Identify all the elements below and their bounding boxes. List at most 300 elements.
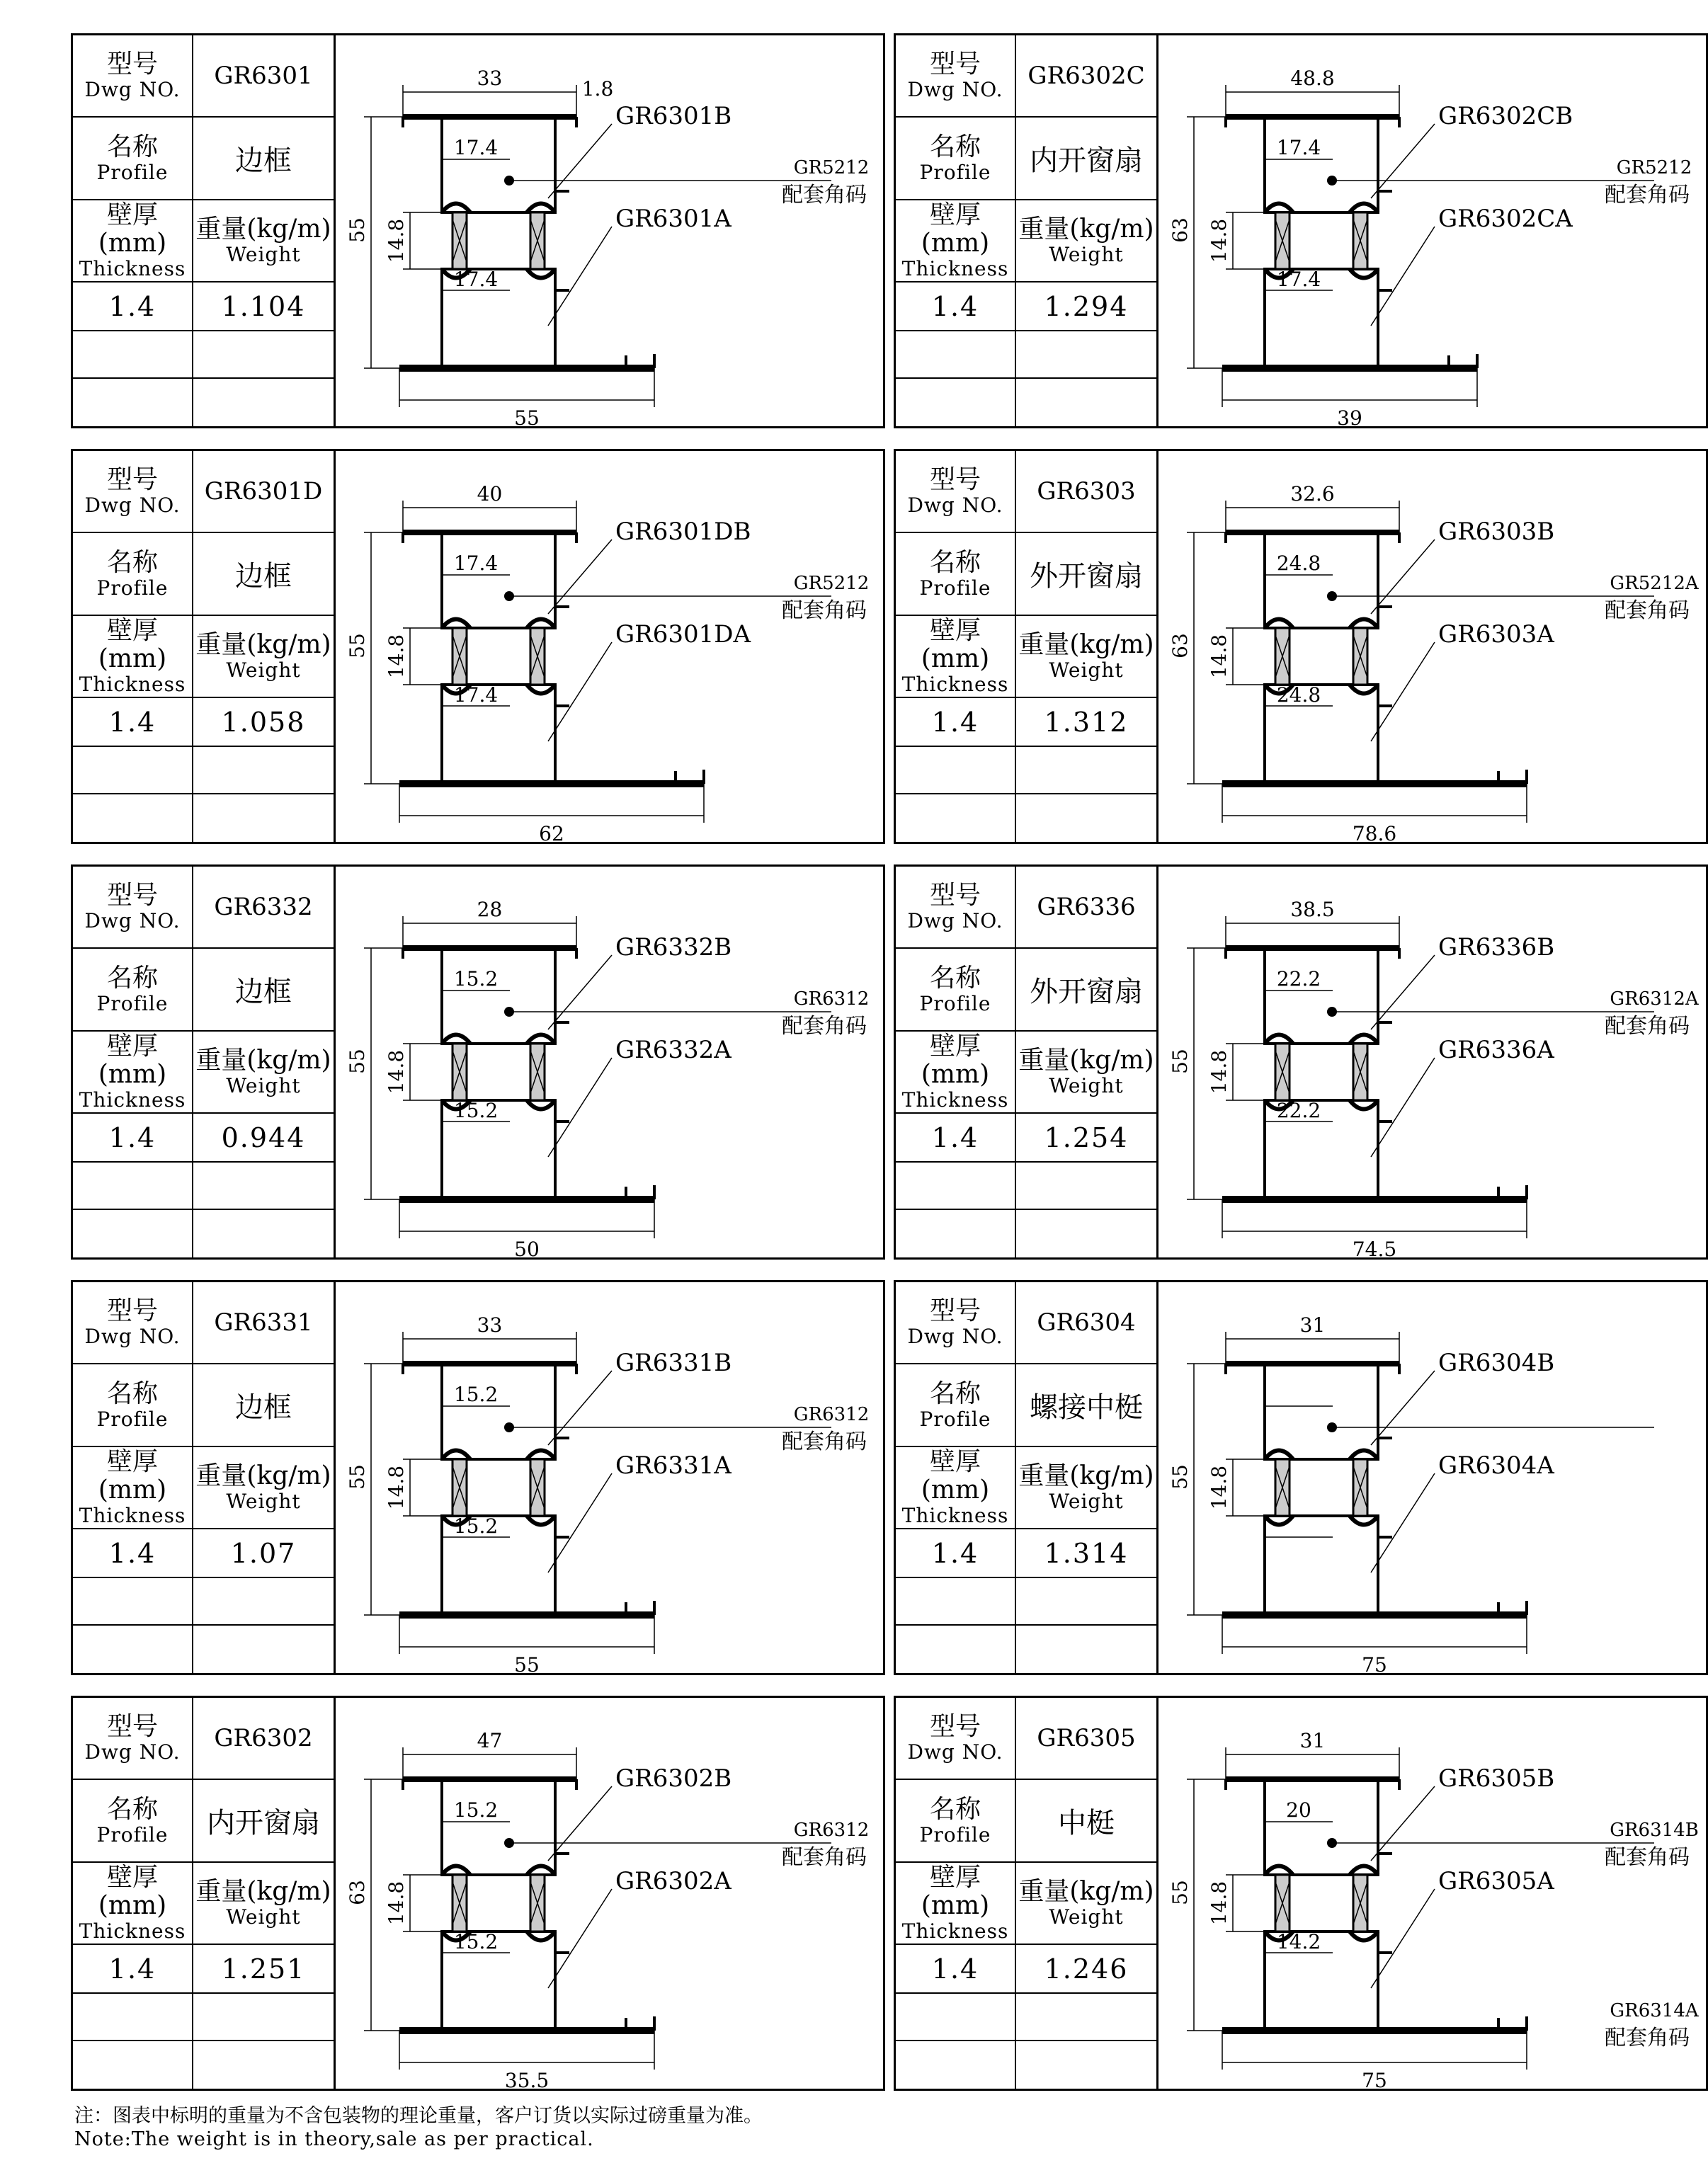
dim-upper-inner: 15.2 [453,1383,499,1406]
weight-label-en: Weight [226,243,301,266]
weight-value: 0.944 [221,1122,306,1153]
dim-bottom-width: 62 [539,822,564,845]
weight-value: 1.314 [1044,1537,1129,1569]
model-label-zh: 型号 [929,1712,981,1741]
profile-shape [399,532,704,784]
thickness-label-en: Thickness [79,673,186,696]
spec-cell-right [193,118,334,199]
model-label-zh: 型号 [929,1296,981,1325]
corner-key-text: 配套角码 [782,1014,867,1039]
spec-cell-left [73,1780,193,1861]
spec-row [896,1529,1156,1578]
spec-cell-left [896,1364,1016,1446]
spec-row [896,747,1156,794]
weight-label-zh: 重量(kg/m) [195,1461,331,1490]
spec-row [896,949,1156,1032]
spec-cell-left [73,331,193,377]
profile-card-gr6332 [71,864,885,1260]
spec-table [896,451,1158,842]
spec-cell-left [896,1780,1016,1861]
footer-note-chinese: 注：图表中标明的重量为不含包装物的理论重量，客户订货以实际过磅重量为准。 [74,2105,763,2127]
spec-cell-left [73,1114,193,1161]
dimension-lines [364,1332,831,1654]
spec-row [896,1863,1156,1945]
dim-top-width: 31 [1299,1313,1326,1337]
profile-cross-section-drawing [1158,451,1706,845]
spec-cell-left [896,35,1016,116]
thickness-label-zh: 壁厚(mm) [921,200,990,258]
footer-note-english: Note:The weight is in theory,sale as per practical. [74,2128,594,2150]
thickness-label-zh: 壁厚(mm) [98,1863,167,1920]
cross-section-svg [1158,867,1706,1261]
spec-cell-right [193,1529,334,1577]
cross-section-svg [1158,1698,1706,2092]
spec-cell-right [193,616,334,697]
profile-name: 内开窗扇 [1030,144,1143,177]
dim-upper-inner: 17.4 [453,136,499,159]
thickness-label-zh: 壁厚(mm) [921,1863,990,1920]
spec-cell-left [896,698,1016,746]
thickness-value: 1.4 [108,1537,156,1569]
dimension-lines [1187,916,1654,1238]
dim-middle-height: 14.8 [1207,634,1231,679]
profile-label-zh: 名称 [106,547,158,577]
profile-shape [1222,532,1527,784]
dwg-number: GR6331 [214,1308,313,1337]
profile-label-zh: 名称 [106,1794,158,1824]
thickness-value: 1.4 [931,1953,979,1985]
spec-table [73,1282,336,1673]
spec-cell-right [1016,2041,1156,2091]
profile-label-zh: 名称 [929,963,981,993]
dim-bottom-width: 50 [514,1238,540,1261]
corner-key-text: 配套角码 [1605,1014,1690,1039]
spec-cell-left [896,1698,1016,1779]
part-label-top: GR6301B [615,102,732,130]
dim-upper-inner: 15.2 [453,967,499,991]
weight-value: 1.104 [221,290,306,322]
spec-cell-right [1016,949,1156,1030]
profile-name: 内开窗扇 [207,1807,320,1839]
dim-bottom-width: 39 [1337,406,1362,430]
corner-key-text: 配套角码 [782,598,867,623]
spec-cell-right [193,1282,334,1363]
spec-cell-left [73,1863,193,1944]
spec-cell-right [193,867,334,947]
dim-middle-height: 14.8 [385,1881,408,1926]
spec-cell-left [73,1529,193,1577]
spec-cell-right [193,698,334,746]
spec-cell-right [1016,1863,1156,1944]
part-label-top: GR6302CB [1438,102,1573,130]
spec-cell-left [73,1698,193,1779]
profile-cross-section-drawing [336,35,883,430]
model-label-zh: 型号 [929,465,981,494]
dim-top-width: 33 [477,1313,503,1337]
part-label-bottom: GR6332A [615,1036,731,1064]
cross-section-svg [336,451,883,845]
profile-card-gr6302 [71,1696,885,2091]
weight-label-zh: 重量(kg/m) [195,215,331,244]
dim-top-width: 38.5 [1290,898,1335,921]
dwg-number: GR6301 [214,62,313,90]
profile-label-en: Profile [919,991,991,1015]
dim-top-width: 28 [477,898,503,921]
spec-cell-right [193,1945,334,1992]
spec-cell-left [73,1032,193,1112]
spec-row [73,616,334,698]
dim-height: 55 [346,1464,369,1490]
spec-cell-right [193,1626,334,1675]
spec-row [73,200,334,282]
dimension-lines [1187,1332,1654,1654]
spec-cell-left [896,867,1016,947]
spec-cell-left [896,282,1016,330]
weight-label-en: Weight [226,1074,301,1097]
weight-value: 1.312 [1044,706,1129,738]
profile-label-zh: 名称 [106,963,158,993]
dim-height: 63 [346,1880,369,1905]
dwg-number: GR6305 [1037,1724,1136,1752]
dim-lower-inner: 15.2 [453,1930,499,1953]
dim-height: 55 [1168,1049,1192,1074]
profile-shape [399,117,654,368]
weight-value: 1.246 [1044,1953,1129,1985]
thickness-value: 1.4 [108,1953,156,1985]
dim-lower-inner: 14.2 [1276,1930,1321,1953]
spec-cell-left [73,867,193,947]
part-label-bottom: GR6305A [1438,1867,1554,1895]
corner-key-text: 配套角码 [782,183,867,207]
profile-name: 边框 [235,560,292,593]
profile-card-gr6301d [71,449,885,844]
spec-row [896,379,1156,428]
spec-row [73,1994,334,2041]
dim-top-width: 32.6 [1290,482,1335,506]
spec-cell-right [1016,867,1156,947]
model-label-zh: 型号 [106,1296,158,1325]
weight-label-en: Weight [1049,658,1124,682]
dimension-lines [1187,85,1654,407]
profile-label-zh: 名称 [106,132,158,161]
spec-cell-right [1016,1447,1156,1528]
spec-row [896,616,1156,698]
profile-cross-section-drawing [1158,35,1706,430]
profile-label-en: Profile [96,160,169,184]
spec-row [73,118,334,200]
spec-cell-left [73,1945,193,1992]
thermal-break-strips [1275,1459,1367,1516]
dim-lower-inner: 15.2 [453,1099,499,1122]
model-label-en: Dwg NO. [84,78,181,101]
part-label-top: GR6304B [1438,1349,1555,1377]
weight-label-zh: 重量(kg/m) [195,1877,331,1906]
weight-label-en: Weight [1049,1905,1124,1929]
part-label-bottom: GR6331A [615,1451,731,1480]
weight-value: 1.058 [221,706,306,738]
spec-cell-left [73,1364,193,1446]
profile-card-gr6304 [894,1280,1708,1675]
profile-label-en: Profile [919,1407,991,1431]
corner-key-text: 配套角码 [1605,598,1690,623]
spec-cell-left [896,1210,1016,1260]
thermal-break-strips [452,628,545,685]
weight-label-en: Weight [226,1905,301,1929]
spec-cell-right [1016,794,1156,844]
spec-table [73,867,336,1257]
spec-cell-left [896,794,1016,844]
dimension-lines [364,501,831,823]
spec-cell-right [193,533,334,615]
thickness-label-en: Thickness [901,1088,1009,1112]
spec-row [73,698,334,747]
weight-label-zh: 重量(kg/m) [195,630,331,659]
profile-name: 外开窗扇 [1030,560,1143,593]
thermal-break-strips [452,1459,545,1516]
dim-middle-height: 14.8 [385,634,408,679]
spec-cell-right [1016,1578,1156,1624]
profile-label-en: Profile [96,991,169,1015]
cross-section-svg [1158,451,1706,845]
dim-lower-inner: 17.4 [453,683,499,707]
model-label-zh: 型号 [106,465,158,494]
profile-shape [399,1779,654,2031]
dwg-number: GR6304 [1037,1308,1136,1337]
dimension-lines [364,85,831,407]
part-label-top: GR6332B [615,933,732,961]
spec-cell-right [1016,1163,1156,1209]
spec-cell-left [73,2041,193,2091]
spec-cell-right [193,1163,334,1209]
spec-row [73,1698,334,1780]
spec-cell-right [1016,533,1156,615]
profile-card-gr6301 [71,33,885,428]
spec-row [896,1282,1156,1364]
weight-label-en: Weight [226,1490,301,1513]
spec-table [73,35,336,426]
thermal-break-strips [1275,628,1367,685]
dim-upper-inner: 22.2 [1276,967,1321,991]
model-label-en: Dwg NO. [907,909,1003,932]
spec-cell-left [896,1578,1016,1624]
spec-row [73,331,334,379]
spec-row [896,1578,1156,1626]
weight-label-zh: 重量(kg/m) [1018,1046,1154,1075]
thickness-label-en: Thickness [79,1504,186,1527]
profile-label-en: Profile [919,1822,991,1847]
profile-shape [1222,117,1477,368]
dim-height: 63 [1168,217,1192,243]
dim-height: 55 [346,1049,369,1074]
profile-cross-section-drawing [336,1282,883,1677]
spec-row [896,200,1156,282]
dim-height: 55 [1168,1880,1192,1905]
dim-upper-inner: 17.4 [1276,136,1321,159]
spec-cell-left [896,379,1016,428]
spec-row [73,1780,334,1863]
spec-row [73,1626,334,1675]
spec-row [896,1163,1156,1210]
spec-table [896,35,1158,426]
thickness-label-en: Thickness [901,1504,1009,1527]
dim-height: 55 [346,217,369,243]
thickness-label-zh: 壁厚(mm) [98,1032,167,1089]
dim-upper-inner: 17.4 [453,552,499,575]
spec-cell-left [896,1626,1016,1675]
spec-cell-right [193,200,334,281]
spec-row [73,1945,334,1994]
spec-cell-left [73,118,193,199]
weight-label-zh: 重量(kg/m) [195,1046,331,1075]
profile-name: 中梃 [1058,1807,1115,1839]
dim-middle-height: 14.8 [385,1465,408,1510]
profile-cross-section-drawing [336,451,883,845]
spec-cell-left [896,200,1016,281]
spec-row [73,1447,334,1529]
thermal-break-strips [1275,1875,1367,1931]
model-label-en: Dwg NO. [907,1740,1003,1764]
spec-cell-right [193,1994,334,2040]
dim-bottom-width: 75 [1362,1653,1387,1677]
cross-section-svg [336,1282,883,1677]
spec-row [73,949,334,1032]
corner-key-code: GR5212 [793,573,870,594]
thickness-label-en: Thickness [79,1919,186,1943]
part-label-bottom: GR6303A [1438,620,1554,649]
thickness-label-en: Thickness [79,257,186,280]
part-label-bottom: GR6336A [1438,1036,1554,1064]
profile-name: 边框 [235,976,292,1008]
part-label-top: GR6336B [1438,933,1555,961]
spec-cell-left [896,533,1016,615]
thickness-label-zh: 壁厚(mm) [921,616,990,673]
thickness-label-en: Thickness [901,1919,1009,1943]
part-label-bottom: GR6304A [1438,1451,1554,1480]
dim-bottom-width: 75 [1362,2069,1387,2092]
profile-name: 外开窗扇 [1030,976,1143,1008]
corner-key-code: GR6314B [1610,1820,1699,1841]
dim-bottom-width: 55 [514,1653,540,1677]
corner-key-code: GR6312 [793,1404,870,1425]
dim-middle-height: 14.8 [1207,1881,1231,1926]
weight-label-zh: 重量(kg/m) [1018,215,1154,244]
spec-cell-right [193,1698,334,1779]
spec-row [896,1994,1156,2041]
weight-label-zh: 重量(kg/m) [1018,1461,1154,1490]
dim-height: 55 [1168,1464,1192,1490]
part-label-bottom: GR6302CA [1438,205,1573,233]
spec-row [73,451,334,533]
spec-cell-left [896,1114,1016,1161]
spec-cell-right [193,331,334,377]
spec-row [73,1114,334,1163]
spec-cell-left [73,747,193,793]
profile-shape [399,1364,654,1615]
dwg-number: GR6302C [1027,62,1145,90]
spec-cell-left [73,1994,193,2040]
spec-cell-left [73,616,193,697]
weight-label-en: Weight [1049,243,1124,266]
corner-key-code: GR5212A [1610,573,1699,594]
weight-value: 1.254 [1044,1122,1129,1153]
thermal-break-strips [452,1875,545,1931]
spec-cell-left [73,533,193,615]
spec-cell-right [1016,451,1156,532]
profile-cross-section-drawing [336,867,883,1261]
spec-cell-right [193,451,334,532]
spec-row [73,747,334,794]
dim-middle-height: 14.8 [1207,1465,1231,1510]
spec-table [896,1698,1158,2089]
spec-cell-left [896,1447,1016,1528]
thickness-label-zh: 壁厚(mm) [921,1032,990,1089]
weight-value: 1.07 [230,1537,297,1569]
thermal-break-strips [452,212,545,269]
dim-bottom-width: 35.5 [504,2069,550,2092]
profile-shape [1222,1364,1527,1615]
model-label-zh: 型号 [106,881,158,910]
model-label-en: Dwg NO. [907,493,1003,517]
dim-bottom-width: 55 [514,406,540,430]
thickness-value: 1.4 [108,706,156,738]
thickness-value: 1.4 [931,706,979,738]
dimension-lines [364,1747,831,2070]
profile-label-zh: 名称 [106,1379,158,1408]
dim-lower-inner: 24.8 [1276,683,1321,707]
spec-row [896,1780,1156,1863]
spec-cell-left [73,282,193,330]
spec-cell-right [1016,616,1156,697]
spec-cell-right [193,35,334,116]
thermal-break-strips [1275,1044,1367,1100]
thickness-label-zh: 壁厚(mm) [98,1447,167,1505]
cross-section-svg [1158,35,1706,430]
profile-label-en: Profile [96,1407,169,1431]
spec-row [896,1626,1156,1675]
dim-top-width: 31 [1299,1729,1326,1752]
dim-middle-height: 14.8 [1207,218,1231,263]
spec-cell-left [896,747,1016,793]
thickness-label-en: Thickness [901,257,1009,280]
spec-cell-right [193,1210,334,1260]
profile-label-en: Profile [96,576,169,600]
dimension-lines [364,916,831,1238]
thickness-label-zh: 壁厚(mm) [98,200,167,258]
spec-row [73,282,334,331]
spec-row [896,282,1156,331]
spec-row [73,1032,334,1114]
profile-name: 边框 [235,144,292,177]
weight-label-en: Weight [226,658,301,682]
spec-row [73,1364,334,1447]
model-label-en: Dwg NO. [84,909,181,932]
dim-upper-inner: 15.2 [453,1798,499,1822]
profile-shape [1222,948,1527,1199]
dim-height: 55 [346,633,369,658]
thickness-label-en: Thickness [79,1088,186,1112]
spec-table [73,451,336,842]
dim-height: 63 [1168,633,1192,658]
spec-cell-right [1016,1994,1156,2040]
spec-cell-left [73,200,193,281]
profile-label-zh: 名称 [929,132,981,161]
profile-cross-section-drawing [1158,867,1706,1261]
corner-key-code-2: GR6314A [1610,2000,1699,2021]
spec-row [896,698,1156,747]
thickness-label-zh: 壁厚(mm) [921,1447,990,1505]
profile-cross-section-drawing [1158,1698,1706,2092]
thickness-value: 1.4 [931,1537,979,1569]
